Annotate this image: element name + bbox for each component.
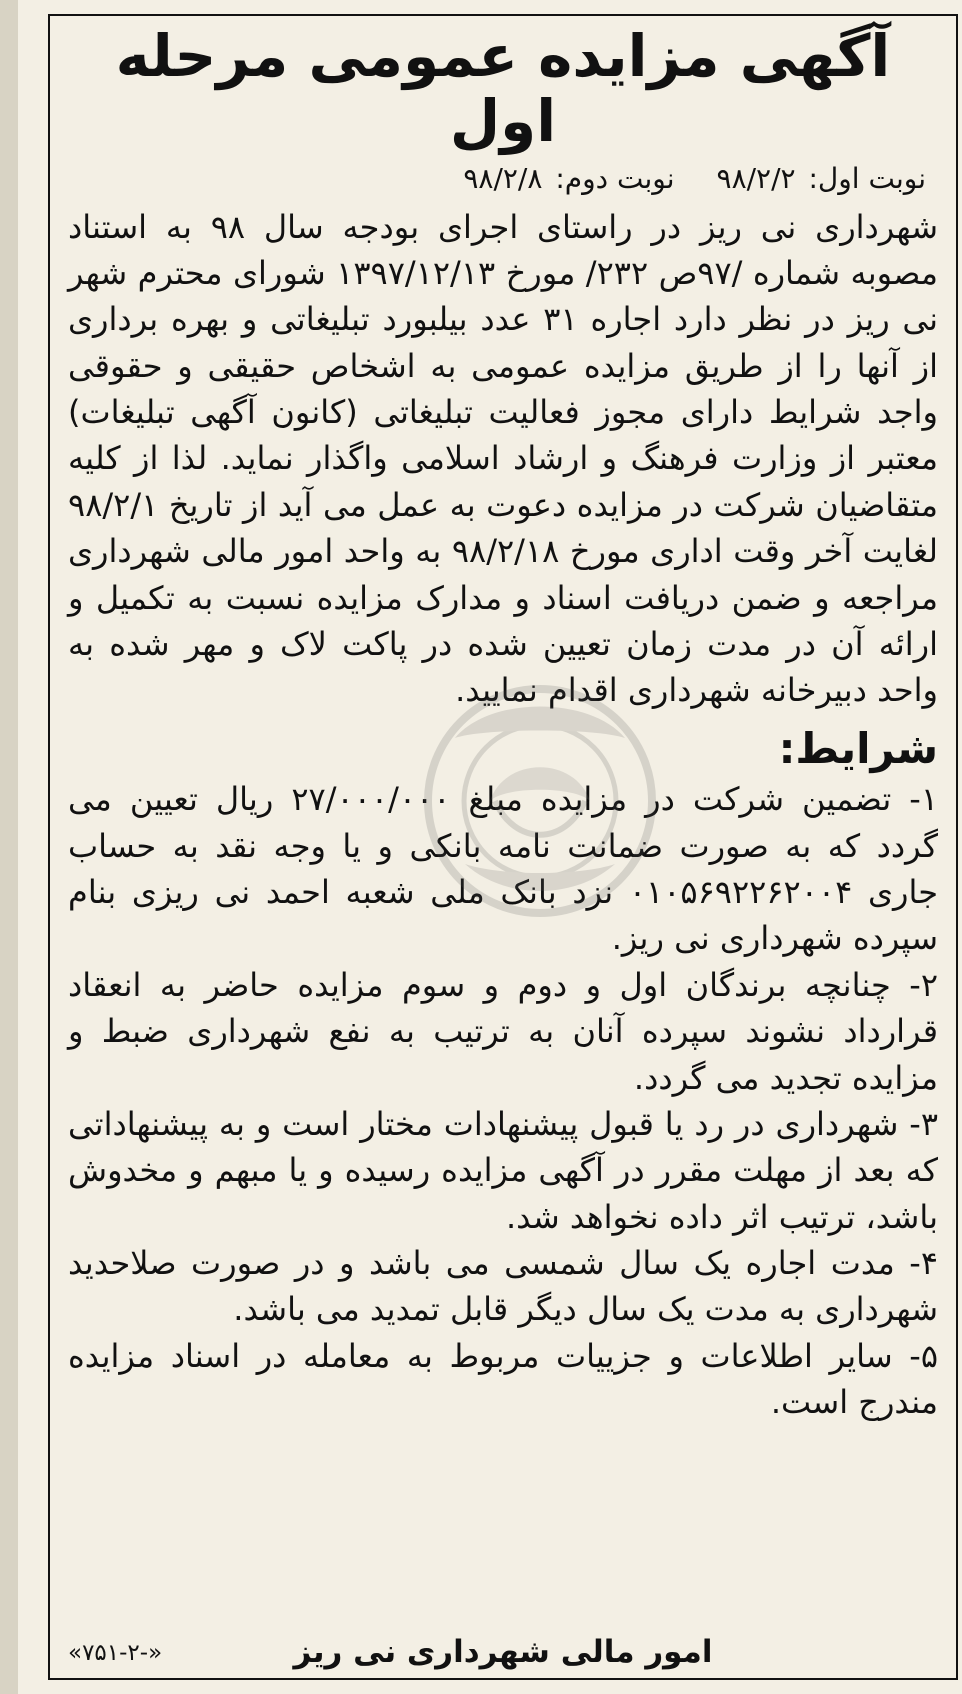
issue-second-value: ۹۸/۲/۸ xyxy=(463,161,543,195)
signature: امور مالی شهرداری نی ریز xyxy=(293,1634,713,1670)
conditions-title: شرایط: xyxy=(778,723,938,773)
issue-second-label: نوبت دوم: xyxy=(555,161,675,195)
conditions-list xyxy=(68,776,938,1425)
issue-first-value: ۹۸/۲/۲ xyxy=(716,161,796,195)
condition-item: ۴- مدت اجاره یک سال شمسی می باشد و در صورت صلاحدید شهرداری به مدت یک سال دیگر قابل تمدید می باشد. xyxy=(68,1244,938,1329)
condition-item: ۱- تضمین شرکت در مزایده مبلغ ۲۷/۰۰۰/۰۰۰ ریال تعیین می گردد که به صورت ضمانت نامه بانکی و یا وجه نقد به حساب جاری ۰۱۰۵۶۹۲۲۶۲۰۰۴ نزد بانک ملی شعبه احمد نی ریزی بنام سپرده شهرداری نی ریز. xyxy=(68,780,939,958)
ad-code: «۷۵۱-۲-» xyxy=(68,1640,163,1666)
issue-first-label: نوبت اول: xyxy=(808,161,926,195)
ad-title: آگهی مزایده عمومی مرحله اول xyxy=(115,22,891,155)
condition-item: ۳- شهرداری در رد یا قبول پیشنهادات مختار است و به پیشنهاداتی که بعد از مهلت مقرر در آگهی مزایده رسیده و یا مبهم و مخدوش باشد، ترتیب اثر داده نخواهد شد. xyxy=(68,1104,938,1236)
ad-footer xyxy=(68,1630,938,1670)
issue-second xyxy=(463,162,674,196)
issue-dates xyxy=(68,162,926,196)
condition-item: ۵- سایر اطلاعات و جزییات مربوط به معامله در اسناد مزایده مندرج است. xyxy=(68,1336,938,1422)
ad-body-text: شهرداری نی ریز در راستای اجرای بودجه سال ۹۸ به استناد مصوبه شماره /۹۷ص ۲۳۲/ مورخ ۱۳۹۷/۱۲/۱۳ شورای محترم شهر نی ریز در نظر دارد اجاره ۳۱ عدد بیلبورد تبلیغاتی و بهره برداری از آنها را از طریق مزایده عمومی به اشخاص حقیقی و حقوقی واجد شرایط دارای مجوز فعالیت تبلیغاتی (کانون آگهی تبلیغات) معتبر از وزارت فرهنگ و ارشاد اسلامی واگذار نماید. لذا از کلیه متقاضیان شرکت در مزایده دعوت به عمل می آید از تاریخ ۹۸/۲/۱ لغایت آخر وقت اداری مورخ ۹۸/۲/۱۸ به واحد امور مالی شهرداری مراجعه و ضمن دریافت اسناد و مدارک مزایده نسبت به تکمیل و ارائه آن در مدت زمان تعیین شده در پاکت لاک و مهر شده به واحد دبیرخانه شهرداری اقدام نمایید. xyxy=(68,207,939,710)
issue-first xyxy=(717,162,926,196)
condition-item: ۲- چنانچه برندگان اول و دوم و سوم مزایده حاضر به انعقاد قرارداد نشوند سپرده آنان به ترتیب به نفع شهرداری ضبط و مزایده تجدید می گردد. xyxy=(68,965,938,1097)
ad-frame xyxy=(48,14,958,1680)
